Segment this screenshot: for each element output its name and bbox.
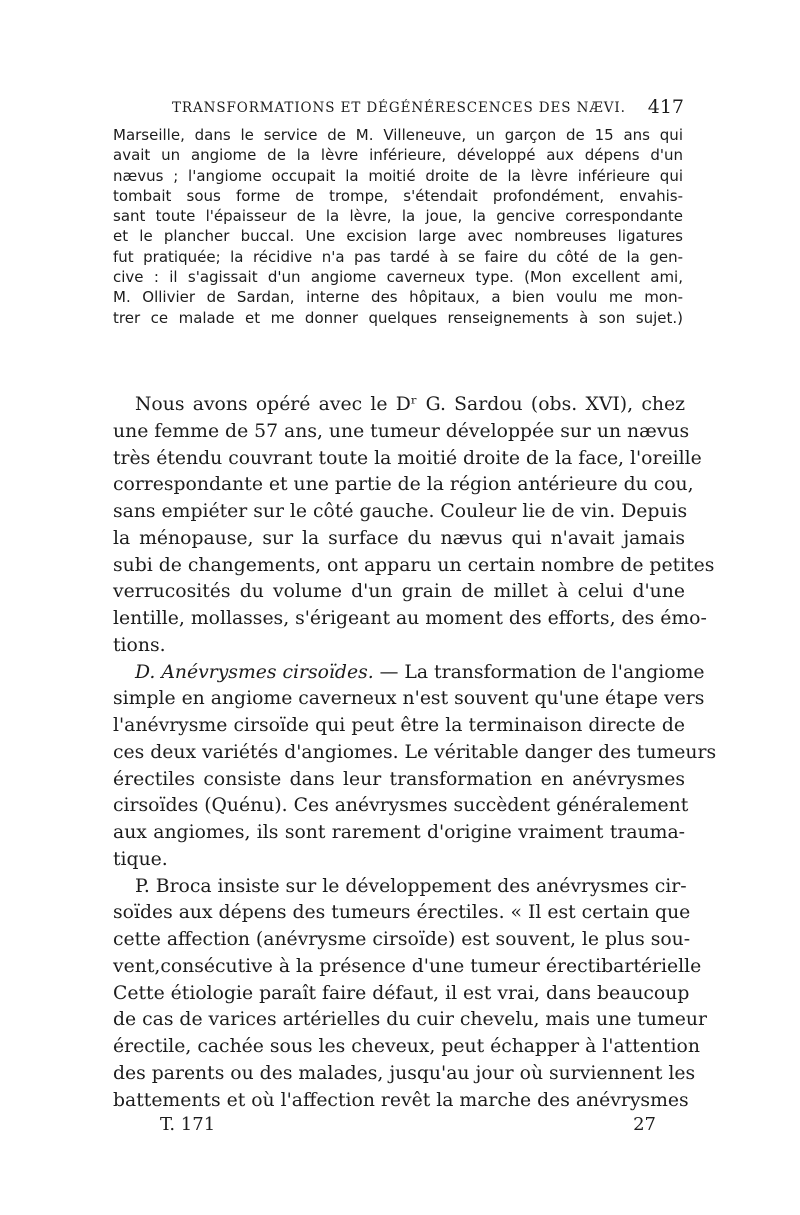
text-line: sans empiéter sur le côté gauche. Couleur lie de vin. Depuis (113, 501, 688, 522)
running-head (172, 96, 684, 122)
text-line: correspondante et une partie de la région antérieure du cou, (113, 474, 694, 496)
text-line: cive : il s'agissait d'un angiome caverneux type. (Mon excellent ami, (113, 268, 683, 287)
text-line: aux angiomes, ils sont rarement d'origine vraiment trauma- (113, 822, 685, 843)
text-line: lentille, mollasses, s'érigeant au moment des efforts, des émo- (113, 608, 707, 629)
text-line: subi de changements, ont apparu un certain nombre de petites (113, 554, 715, 576)
text-line: et le plancher buccal. Une excision large avec nombreuses ligatures (113, 227, 683, 246)
text-line: sant toute l'épaisseur de la lèvre, la joue, la gencive correspondante (113, 207, 683, 226)
main-text (113, 392, 717, 1114)
text-line: vent,consécutive à la présence d'une tumeur érectibartérielle (113, 955, 702, 977)
text-line (113, 392, 685, 419)
text-line (113, 660, 705, 687)
paragraph-anevrysmes (113, 660, 717, 874)
text-line-content: — La transformation de l'angiome (379, 661, 705, 683)
text-line: érectiles consiste dans leur transformation en anévrysmes (113, 768, 685, 790)
paragraph-broca (113, 874, 707, 1115)
text-line: tions. (113, 634, 166, 656)
text-line-content: Nous avons opéré avec le Dʳ G. Sardou (obs. XVI), chez (135, 394, 685, 415)
text-line: verrucosités du volume d'un grain de millet à celui d'une (113, 581, 685, 603)
text-line: fut pratiquée; la récidive n'a pas tardé à se faire du côté de la gen- (113, 247, 683, 266)
paragraph-sardou (113, 392, 715, 660)
text-line: trer ce malade et me donner quelques renseignements à son sujet.) (113, 308, 683, 327)
running-title: TRANSFORMATIONS ET DÉGÉNÉRESCENCES DES NÆVI. (172, 100, 626, 116)
signature-mark: 27 (633, 1114, 656, 1135)
text-line (113, 874, 685, 901)
text-line: battements et où l'affection revêt la marche des anévrysmes (113, 1089, 689, 1111)
page-number: 417 (647, 96, 684, 118)
text-line: avait un angiome de la lèvre inférieure, développé aux dépens d'un (113, 146, 683, 165)
section-heading: D. Anévrysmes cirsoïdes. (135, 661, 374, 683)
text-line: très étendu couvrant toute la moitié droite de la face, l'oreille (113, 447, 702, 469)
text-line: l'anévrysme cirsoïde qui peut être la terminaison directe de (113, 715, 685, 736)
text-line: des parents ou des malades, jusqu'au jour où surviennent les (113, 1062, 696, 1084)
text-line: ces deux variétés d'angiomes. Le véritable danger des tumeurs (113, 741, 717, 763)
page-footer (160, 1114, 656, 1144)
text-line: cirsoïdes (Quénu). Ces anévrysmes succèdent généralement (113, 795, 689, 817)
text-line: érectile, cachée sous les cheveux, peut échapper à l'attention (113, 1036, 700, 1057)
text-line: soïdes aux dépens des tumeurs érectiles. « Il est certain que (113, 902, 691, 924)
text-line: tombait sous forme de trompe, s'étendait profondément, envahis- (113, 186, 683, 205)
text-line: de cas de varices artérielles du cuir chevelu, mais une tumeur (113, 1009, 707, 1031)
text-line: Cette étiologie paraît faire défaut, il est vrai, dans beaucoup (113, 982, 690, 1004)
text-line: nævus ; l'angiome occupait la moitié droite de la lèvre inférieure qui (113, 166, 683, 185)
text-line-content: P. Broca insiste sur le développement des anévrysmes cir- (135, 875, 687, 897)
text-line: M. Ollivier de Sardan, interne des hôpitaux, a bien voulu me mon- (113, 288, 683, 307)
text-line: simple en angiome caverneux n'est souvent qu'une étape vers (113, 688, 705, 710)
text-line: une femme de 57 ans, une tumeur développée sur un nævus (113, 420, 690, 442)
text-line: cette affection (anévrysme cirsoïde) est souvent, le plus sou- (113, 929, 691, 950)
text-line: tique. (113, 848, 168, 870)
volume-mark: T. 171 (160, 1114, 216, 1135)
small-print-paragraph (113, 125, 683, 328)
text-line: la ménopause, sur la surface du nævus qui n'avait jamais (113, 527, 685, 549)
text-line: Marseille, dans le service de M. Villeneuve, un garçon de 15 ans qui (113, 126, 683, 144)
